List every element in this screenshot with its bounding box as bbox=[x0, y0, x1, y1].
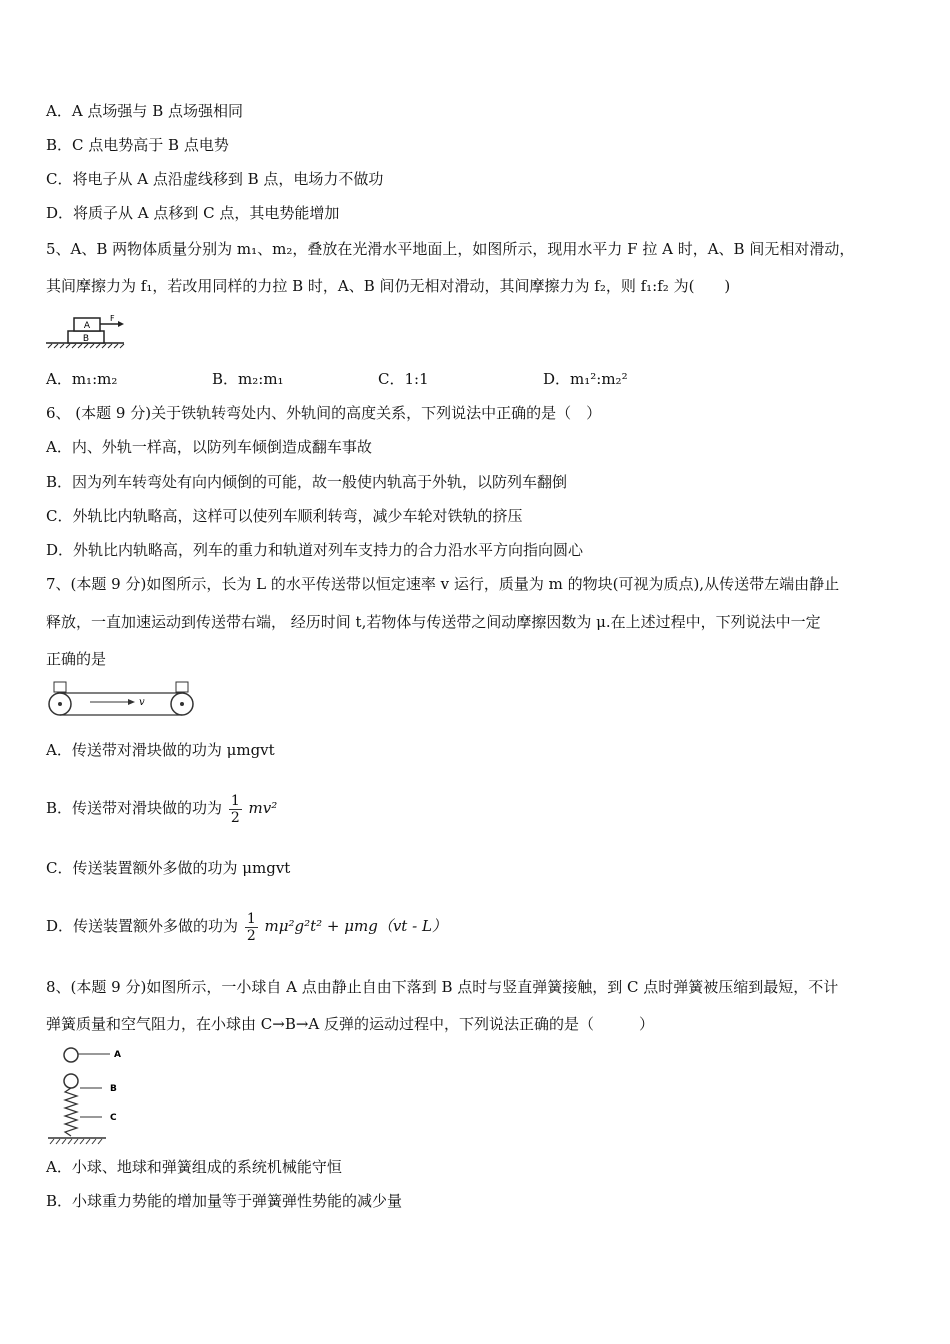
q4-option-b: B．C 点电势高于 B 点电势 bbox=[46, 136, 229, 154]
q8-point-c-label: C bbox=[110, 1113, 117, 1123]
q5-block-a-label: A bbox=[83, 321, 91, 331]
q6-option-d: D．外轨比内轨略高，列车的重力和轨道对列车支持力的合力沿水平方向指向圆心 bbox=[46, 541, 584, 559]
q5-option-c: C．1:1 bbox=[378, 370, 429, 388]
q5-option-b: B．m₂:m₁ bbox=[212, 370, 284, 388]
q6-stem: 6、 (本题 9 分)关于铁轨转弯处内、外轨间的高度关系，下列说法中正确的是（ ） bbox=[46, 404, 602, 422]
q8-stem-line1: 8、(本题 9 分)如图所示，一小球自 A 点由静止自由下落到 B 点时与竖直弹簧接触，到 C 点时弹簧被压缩到最短，不计 bbox=[46, 978, 839, 996]
q5-option-d: D．m₁²:m₂² bbox=[543, 370, 628, 388]
q5-stacked-blocks-figure bbox=[44, 312, 128, 350]
q6-option-a: A．内、外轨一样高，以防列车倾倒造成翻车事故 bbox=[46, 438, 372, 456]
q8-point-a-label: A bbox=[114, 1050, 121, 1060]
q4-option-d: D．将质子从 A 点移到 C 点，其电势能增加 bbox=[46, 204, 340, 222]
q8-option-a: A．小球、地球和弹簧组成的系统机械能守恒 bbox=[46, 1158, 342, 1176]
q7-option-b bbox=[46, 778, 277, 838]
q7-option-d-denominator: 2 bbox=[246, 927, 256, 944]
q6-option-b: B．因为列车转弯处有向内倾倒的可能，故一般使内轨高于外轨，以防列车翻倒 bbox=[46, 473, 568, 491]
q8-ball-spring-figure bbox=[44, 1042, 128, 1148]
q8-point-b-label: B bbox=[110, 1084, 117, 1094]
q8-stem-line2: 弹簧质量和空气阻力，在小球由 C→B→A 反弹的运动过程中，下列说法正确的是（ ） bbox=[46, 1015, 655, 1033]
q5-block-b-label: B bbox=[82, 334, 90, 344]
q4-option-c: C．将电子从 A 点沿虚线移到 B 点，电场力不做功 bbox=[46, 170, 384, 188]
q5-stem-line1: 5、A、B 两物体质量分别为 m₁、m₂，叠放在光滑水平地面上，如图所示，现用水平力 F 拉 A 时，A、B 间无相对滑动， bbox=[46, 240, 855, 258]
q7-option-b-denominator: 2 bbox=[230, 809, 240, 826]
q7-option-d bbox=[46, 896, 447, 956]
q7-stem-line3: 正确的是 bbox=[46, 650, 107, 668]
q7-option-a: A．传送带对滑块做的功为 μmgvt bbox=[46, 741, 275, 759]
q5-stem-line2: 其间摩擦力为 f₁，若改用同样的力拉 B 时，A、B 间仍无相对滑动，其间摩擦力为 f₂，则 f₁:f₂ 为( ) bbox=[46, 277, 731, 295]
q7-option-d-formula: mμ²g²t² + μmg（vt - L） bbox=[264, 917, 447, 935]
q7-velocity-label: v bbox=[139, 697, 145, 708]
q7-option-b-formula: mv² bbox=[248, 799, 278, 817]
q7-conveyor-belt-figure bbox=[44, 678, 198, 720]
q7-option-d-text: D．传送装置额外多做的功为 bbox=[46, 917, 239, 935]
q7-option-d-numerator: 1 bbox=[246, 910, 256, 927]
q7-option-c: C．传送装置额外多做的功为 μmgvt bbox=[46, 859, 291, 877]
q7-stem-line2: 释放，一直加速运动到传送带右端， 经历时间 t,若物体与传送带之间动摩擦因数为 μ.在上述过程中，下列说法中一定 bbox=[46, 613, 821, 631]
q7-option-d-fraction bbox=[245, 911, 258, 944]
q5-option-a: A．m₁:m₂ bbox=[46, 370, 118, 388]
q5-force-label: F bbox=[110, 314, 115, 323]
q7-option-b-text: B．传送带对滑块做的功为 bbox=[46, 799, 223, 817]
q8-option-b: B．小球重力势能的增加量等于弹簧弹性势能的减少量 bbox=[46, 1192, 403, 1210]
q7-option-b-numerator: 1 bbox=[230, 792, 240, 809]
q7-option-b-fraction bbox=[229, 793, 242, 826]
q6-option-c: C．外轨比内轨略高，这样可以使列车顺利转弯，减少车轮对铁轨的挤压 bbox=[46, 507, 523, 525]
q4-option-a: A．A 点场强与 B 点场强相同 bbox=[46, 102, 243, 120]
q7-stem-line1: 7、(本题 9 分)如图所示，长为 L 的水平传送带以恒定速率 v 运行，质量为 m 的物块(可视为质点),从传送带左端由静止 bbox=[46, 575, 840, 593]
